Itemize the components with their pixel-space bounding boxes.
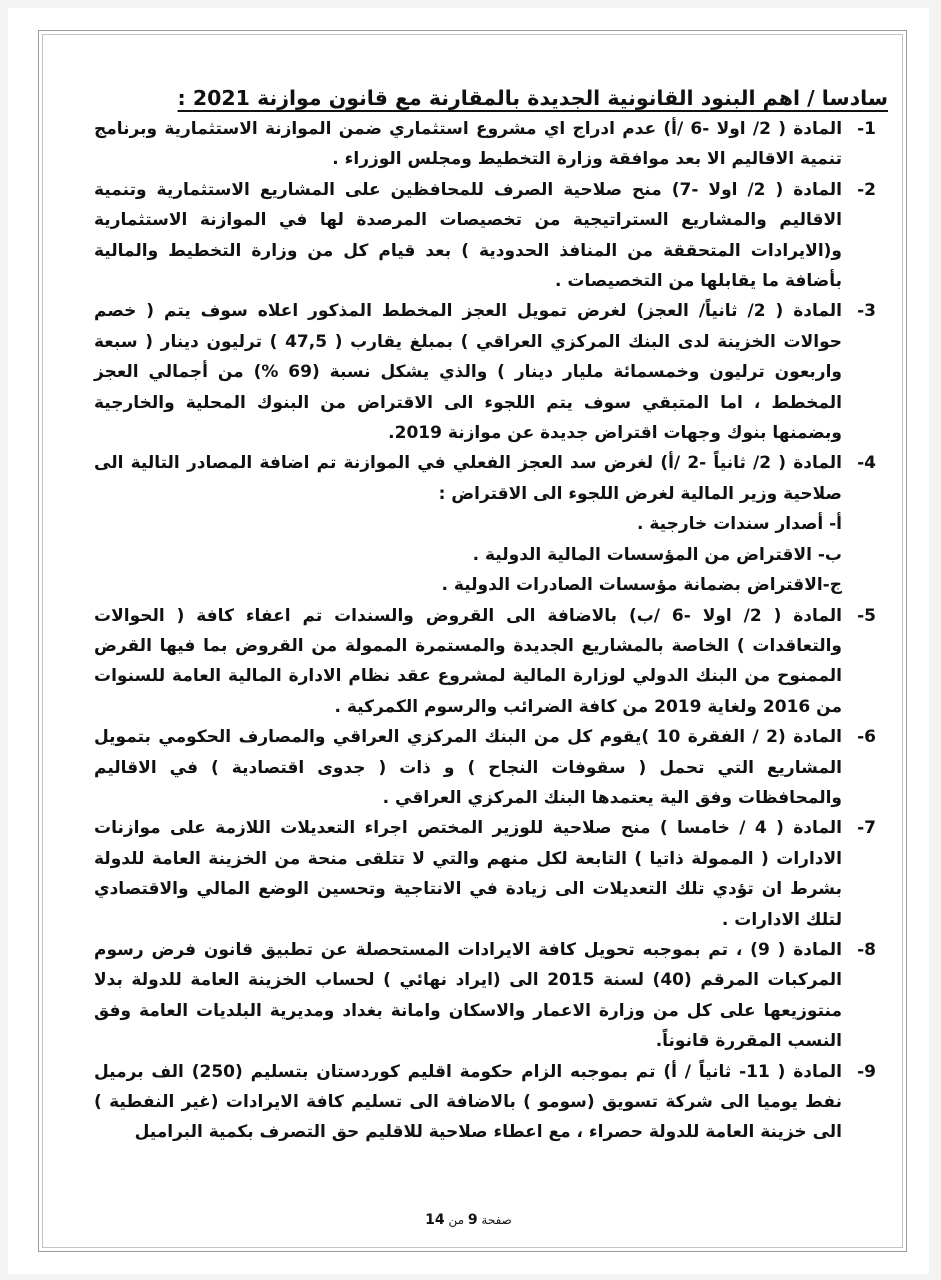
list-item — [94, 601, 876, 723]
list-item — [94, 1057, 876, 1148]
item-text: المادة ( 11- ثانياً / أ) تم بموجبه الزام حكومة اقليم كوردستان بتسليم (250) الف برميل نفط يوميا الى شركة تسويق (سومو ) بالاضافة الى تسليم كافة الايرادات (غير النفطية ) الى خزينة العامة للدولة حصراء ، مع اعطاء صلاحية للاقليم حق التصرف بكمية البراميل — [94, 1061, 843, 1143]
item-number: -8 — [857, 939, 876, 960]
page-total: 14 — [425, 1212, 445, 1228]
item-number: -3 — [857, 301, 876, 322]
clauses-list — [94, 114, 876, 1148]
item-number: -9 — [857, 1061, 876, 1082]
page-label: صفحة — [481, 1213, 512, 1227]
item-text: المادة ( 2/ اولا -7) منح صلاحية الصرف للمحافظين على المشاريع الاستثمارية وتنمية الاقاليم والمشاريع الستراتيجية من تخصيصات المرصدة لها في الموازنة الاستثمارية و(الايرادات المتحققة من المنافذ الحدودية ) بعد قيام كل من وزارة التخطيط والمالية بأضافة ما يقابلها من التخصيصات . — [94, 179, 842, 292]
item-text: المادة ( 2/ اولا -6 /أ) عدم ادراج اي مشروع استثماري ضمن الموازنة الاستثمارية وبرنامج تنمية الاقاليم الا بعد موافقة وزارة التخطيط ومجلس الوزراء . — [94, 119, 843, 170]
page-footer — [8, 1212, 929, 1228]
item-number: -2 — [857, 179, 876, 200]
list-item — [94, 722, 876, 813]
item-text: المادة ( 4 / خامسا ) منح صلاحية للوزير المختص اجراء التعديلات اللازمة على موازنات الادارات ( الممولة ذاتيا ) التابعة لكل منهم والتي لا تتلقى منحة من الخزينة العامة للدولة بشرط ان تؤدي تلك التعديلات الى زيادة في الانتاجية وتحسين الوضع المالي والاقتصادي لتلك الادارات . — [94, 818, 842, 930]
item-number: -6 — [857, 727, 876, 748]
item-number: -5 — [857, 605, 876, 626]
sub-item: ب- الاقتراض من المؤسسات المالية الدولية . — [472, 544, 842, 565]
sub-item: ج-الاقتراض بضمانة مؤسسات الصادرات الدولية . — [441, 575, 842, 596]
item-text: المادة ( 9) ، تم بموجبه تحويل كافة الايرادات المستحصلة عن تطبيق قانون فرض رسوم المركبات المرقم (40) لسنة 2015 الى (ايراد نهائي ) لحساب الخزينة العامة للدولة بدلا منتوزيعها على كل من وزارة الاعمار والاسكان وامانة بغداد ومديرية البلديات العامة وفق النسب المقررة قانوناً. — [94, 939, 842, 1052]
document-page — [8, 8, 929, 1274]
item-text: المادة ( 2/ اولا -6 /ب) بالاضافة الى القروض والسندات تم اعفاء كافة ( الحوالات والتعاقدات ) الخاصة بالمشاريع الجديدة والمستمرة الممولة من القروض بما فيها القرض الممنوح من البنك الدولي لوزارة المالية لمشروع عقد نظام الادارة المالية العامة للسنوات من 2016 ولغاية 2019 من كافة الضرائب والرسوم الكمركية . — [94, 605, 843, 717]
page-number: 9 — [467, 1212, 478, 1228]
sub-item: أ- أصدار سندات خارجية . — [636, 514, 842, 535]
list-item — [94, 813, 876, 935]
list-item — [94, 448, 876, 600]
item-number: -4 — [857, 453, 876, 474]
list-item — [94, 935, 876, 1057]
item-text: المادة ( 2/ ثانياً/ العجز) لغرض تمويل العجز المخطط المذكور اعلاه سوف يتم ( خصم حوالات الخزينة لدى البنك المركزي العراقي ) بمبلغ يقارب ( 47,5 ) ترليون دينار ( سبعة واربعون ترليون وخمسمائة مليار دينار ) والذي يشكل نسبة (69 %) من أجمالي العجز المخطط ، اما المتبقي سوف يتم اللجوء الى الاقتراض من البنوك المحلية والخارجية وبضمنها بنوك وجهات اقتراض جديدة عن موازنة 2019. — [94, 301, 842, 444]
section-heading: سادسا / اهم البنود القانونية الجديدة بالمقارنة مع قانون موازنة 2021 : — [177, 86, 888, 110]
page-of-label: من — [448, 1213, 464, 1227]
item-text: المادة (2 / الفقرة 10 )يقوم كل من البنك المركزي العراقي والمصارف الحكومي بتمويل المشاريع التي تحمل ( سقوفات النجاح ) و ذات ( جدوى اقتصادية ) في الاقاليم والمحافظات وفق الية يعتمدها البنك المركزي العراقي . — [94, 727, 842, 808]
item-number: -7 — [857, 818, 876, 839]
document-body — [94, 82, 888, 1148]
list-item — [94, 114, 876, 175]
list-item — [94, 175, 876, 297]
item-text: المادة ( 2/ ثانياً -2 /أ) لغرض سد العجز الفعلي في الموازنة تم اضافة المصادر التالية الى صلاحية وزير المالية لغرض اللجوء الى الاقتراض : — [94, 453, 842, 504]
list-item — [94, 296, 876, 448]
item-number: -1 — [857, 119, 876, 139]
